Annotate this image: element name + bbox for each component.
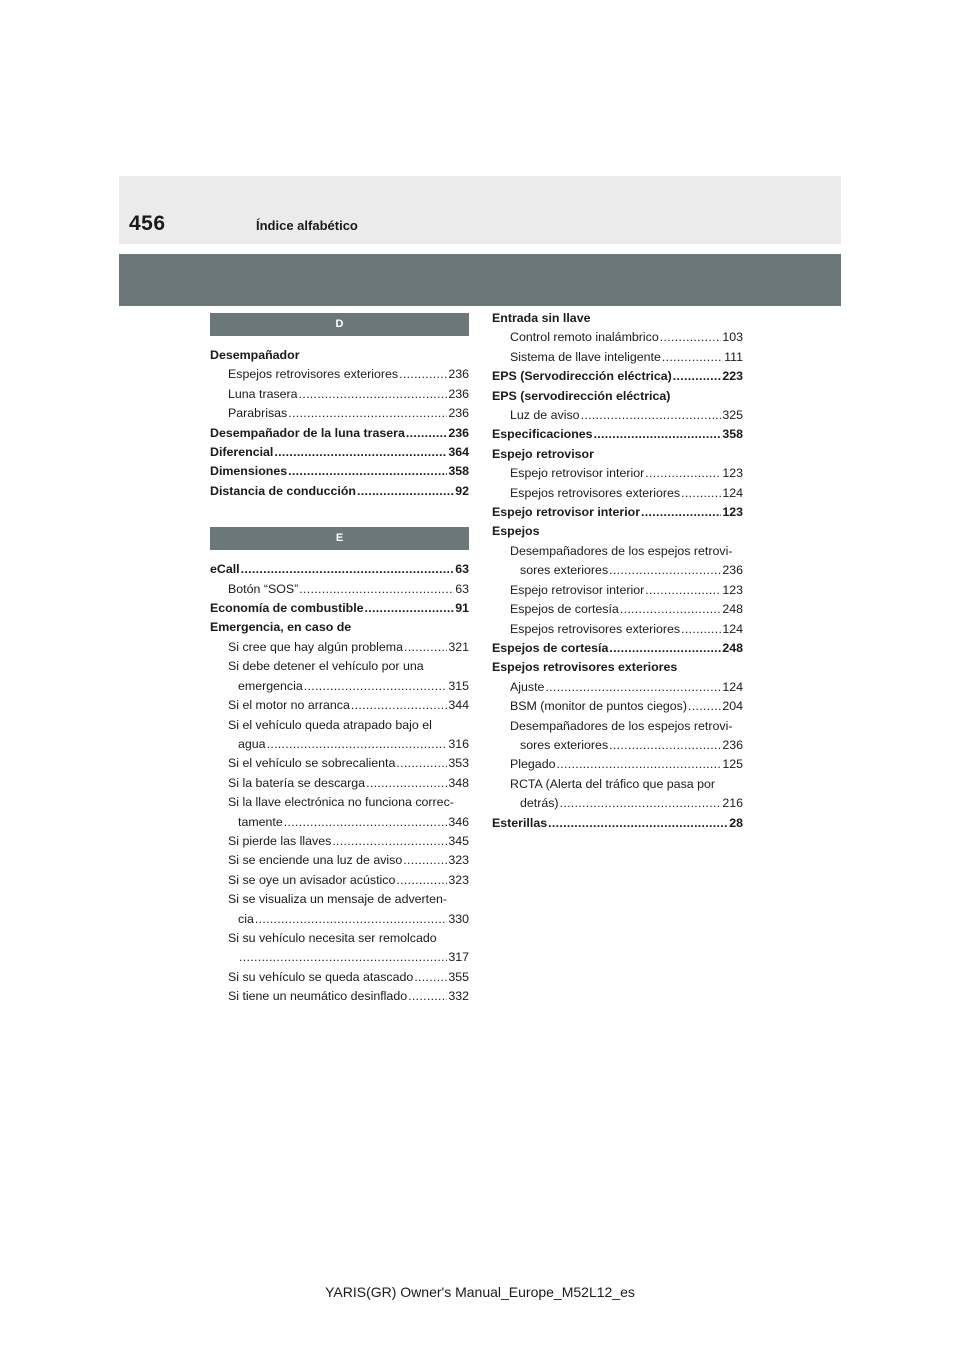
leader-dots — [560, 794, 722, 813]
index-entry-text: tamente — [238, 814, 283, 829]
index-entry-text: Si el vehículo queda atrapado bajo el — [228, 717, 432, 732]
index-entry-page: 63 — [455, 562, 469, 577]
index-entry-text: Si su vehículo necesita ser remolcado — [228, 930, 437, 945]
index-entry-page: 103 — [722, 330, 743, 345]
index-entry-page: 91 — [455, 601, 469, 616]
index-entry-page: 332 — [448, 989, 469, 1004]
index-entry-text: Esterillas — [492, 815, 548, 830]
leader-dots — [660, 328, 722, 347]
index-entry-text: Especificaciones — [492, 427, 593, 442]
index-entry — [492, 814, 743, 833]
index-entry-text: Diferencial — [210, 445, 274, 460]
index-entry — [210, 657, 469, 676]
index-entry — [210, 424, 469, 443]
index-entry — [210, 443, 469, 462]
index-entry — [210, 677, 469, 696]
leader-dots — [645, 581, 721, 600]
index-entry-text: Si pierde las llaves — [228, 833, 332, 848]
leader-dots — [609, 561, 721, 580]
index-entry-text: Espejo retrovisor interior — [510, 582, 645, 597]
leader-dots — [396, 871, 447, 890]
index-entry-text: Espejo retrovisor — [492, 446, 594, 461]
index-entry-text: Ajuste — [510, 679, 545, 694]
index-entry — [210, 580, 469, 599]
leader-dots — [673, 367, 722, 386]
index-entry — [210, 871, 469, 890]
leader-dots — [408, 987, 447, 1006]
index-entry — [210, 696, 469, 715]
index-entry — [492, 445, 743, 464]
index-entry-text: Emergencia, en caso de — [210, 620, 352, 635]
heading-gap — [210, 550, 469, 560]
index-entry-text: Si el motor no arranca — [228, 698, 350, 713]
index-entry — [210, 560, 469, 579]
index-entry-page: 236 — [448, 406, 469, 421]
index-column-left — [210, 313, 469, 1007]
index-entry-page: 345 — [448, 833, 469, 848]
index-entry-text: Si se visualiza un mensaje de adverten- — [228, 892, 448, 907]
index-entry — [210, 813, 469, 832]
leader-dots — [396, 754, 447, 773]
index-entry — [492, 309, 743, 328]
index-entry — [492, 639, 743, 658]
index-entry-page: 236 — [722, 737, 743, 752]
leader-dots — [241, 560, 455, 579]
index-entry-text: Luna trasera — [228, 386, 298, 401]
index-entry — [210, 599, 469, 618]
index-entry — [210, 716, 469, 735]
leader-dots — [688, 697, 721, 716]
index-entry-page: 346 — [448, 814, 469, 829]
index-entry — [210, 462, 469, 481]
index-entry-page: 325 — [722, 408, 743, 423]
index-entry-text: RCTA (Alerta del tráfico que pasa por — [510, 776, 716, 791]
leader-dots — [662, 348, 723, 367]
index-entry — [492, 717, 743, 736]
index-entry — [210, 987, 469, 1006]
index-entry-text: Espejos de cortesía — [510, 602, 619, 617]
index-entry — [210, 385, 469, 404]
index-entry-page: 63 — [455, 581, 469, 596]
index-entry-text: Si el vehículo se sobrecalienta — [228, 756, 396, 771]
index-column-right — [492, 309, 743, 833]
index-entry-page: 204 — [722, 699, 743, 714]
index-entry-text: Desempañadores de los espejos retrovi- — [510, 543, 733, 558]
index-entry — [210, 638, 469, 657]
index-entry — [492, 522, 743, 541]
index-entry-text: Parabrisas — [228, 406, 288, 421]
index-entry — [210, 910, 469, 929]
index-entry-text: agua — [238, 736, 266, 751]
page-number: 456 — [129, 212, 166, 235]
index-entry — [492, 328, 743, 347]
leader-dots — [274, 443, 447, 462]
index-entry-text: Espejos de cortesía — [492, 640, 609, 655]
index-entry-page: 236 — [448, 367, 469, 382]
leader-dots — [284, 813, 448, 832]
index-entry-page: 317 — [448, 950, 469, 965]
index-entry-text: detrás) — [520, 796, 559, 811]
index-entry-page: 236 — [448, 386, 469, 401]
leader-dots — [399, 365, 447, 384]
leader-dots — [548, 814, 728, 833]
index-entry-text: Espejos retrovisores exteriores — [492, 660, 678, 675]
index-entry-text: Control remoto inalámbrico — [510, 330, 659, 345]
index-entry-text: Si su vehículo se queda atascado — [228, 969, 414, 984]
leader-dots — [288, 404, 447, 423]
index-entry-page: 124 — [722, 679, 743, 694]
index-entry-text: Si cree que hay algún problema — [228, 639, 403, 654]
index-entry — [210, 346, 469, 365]
leader-dots — [255, 910, 447, 929]
index-entry-text: Luz de aviso — [510, 408, 580, 423]
index-entry-text: Si debe detener el vehículo por una — [228, 659, 424, 674]
index-entry-text: Botón “SOS” — [228, 581, 299, 596]
index-entry — [492, 678, 743, 697]
index-entry — [492, 464, 743, 483]
index-entry — [210, 890, 469, 909]
index-entry — [210, 968, 469, 987]
index-entry-page: 92 — [455, 483, 469, 498]
index-entry-text: Si tiene un neumático desinflado — [228, 989, 408, 1004]
index-entry-text: Sistema de llave inteligente — [510, 349, 661, 364]
leader-dots — [545, 678, 721, 697]
index-entry-page: 364 — [448, 445, 469, 460]
leader-dots — [681, 484, 721, 503]
leader-dots — [681, 620, 721, 639]
index-entry-text: Economía de combustible — [210, 601, 364, 616]
index-entry — [492, 794, 743, 813]
index-entry-page: 125 — [722, 757, 743, 772]
index-entry-page: 315 — [448, 678, 469, 693]
index-entry — [210, 754, 469, 773]
index-entry — [492, 600, 743, 619]
leader-dots — [365, 599, 455, 618]
index-entry-page: 358 — [448, 464, 469, 479]
index-entry-page: 216 — [722, 796, 743, 811]
index-entry — [210, 365, 469, 384]
leader-dots — [641, 503, 721, 522]
letter-heading: D — [210, 313, 469, 336]
header-band — [119, 254, 841, 306]
index-entry-text: Entrada sin llave — [492, 311, 591, 325]
index-entry-text: sores exteriores — [520, 737, 609, 752]
page-header — [119, 176, 841, 244]
index-entry-text: EPS (Servodirección eléctrica) — [492, 369, 672, 384]
index-entry-text: Espejo retrovisor interior — [492, 505, 641, 520]
index-entry-page: 353 — [448, 756, 469, 771]
leader-dots — [414, 968, 447, 987]
index-entry — [210, 482, 469, 501]
index-entry-text: EPS (servodirección eléctrica) — [492, 388, 671, 403]
index-entry-text: Espejos retrovisores exteriores — [228, 367, 399, 382]
index-entry-page: 223 — [722, 369, 743, 384]
index-entry-text: Desempañador de la luna trasera — [210, 425, 405, 440]
index-entry-page: 358 — [722, 427, 743, 442]
index-entry-text: Plegado — [510, 757, 556, 772]
index-entry — [492, 387, 743, 406]
index-entry — [210, 774, 469, 793]
leader-dots — [556, 755, 721, 774]
leader-dots — [406, 424, 447, 443]
leader-dots — [299, 385, 448, 404]
index-entry — [492, 425, 743, 444]
index-entry-text: Desempañador — [210, 348, 300, 362]
index-entry — [492, 697, 743, 716]
index-entry-page: 123 — [722, 505, 743, 520]
index-entry — [492, 775, 743, 794]
index-entry-text: Si se oye un avisador acústico — [228, 872, 396, 887]
index-entry-page: 123 — [722, 466, 743, 481]
index-entry — [492, 620, 743, 639]
index-entry-text: cia — [238, 911, 254, 926]
index-entry-text: Espejos retrovisores exteriores — [510, 485, 681, 500]
index-entry — [492, 406, 743, 425]
index-entry-text: BSM (monitor de puntos ciegos) — [510, 699, 687, 714]
index-entry — [492, 561, 743, 580]
leader-dots — [267, 735, 448, 754]
index-entry — [210, 832, 469, 851]
index-entry-page: 124 — [722, 485, 743, 500]
index-entry — [210, 793, 469, 812]
index-entry-text: Si la llave electrónica no funciona correc- — [228, 795, 454, 810]
index-entry — [210, 929, 469, 948]
index-entry-page: 348 — [448, 775, 469, 790]
leader-dots — [357, 482, 454, 501]
index-entry — [492, 658, 743, 677]
index-entry-text: Dimensiones — [210, 464, 288, 479]
leader-dots — [366, 774, 447, 793]
index-entry-text: eCall — [210, 562, 240, 577]
index-entry-page: 355 — [448, 969, 469, 984]
manual-footer: YARIS(GR) Owner's Manual_Europe_M52L12_es — [325, 1284, 635, 1300]
index-entry-text: Espejo retrovisor interior — [510, 466, 645, 481]
index-entry-page: 236 — [448, 425, 469, 440]
index-entry — [210, 735, 469, 754]
leader-dots — [239, 948, 447, 967]
leader-dots — [594, 425, 722, 444]
index-entry-page: 323 — [448, 872, 469, 887]
letter-heading: E — [210, 527, 469, 550]
index-entry-text: Desempañadores de los espejos retrovi- — [510, 718, 733, 733]
leader-dots — [351, 696, 447, 715]
index-entry-page: 248 — [722, 602, 743, 617]
index-entry-text: Distancia de conducción — [210, 483, 356, 498]
section-gap — [210, 501, 469, 527]
heading-gap — [210, 336, 469, 346]
leader-dots — [403, 851, 447, 870]
leader-dots — [332, 832, 447, 851]
index-entry-text: Si se enciende una luz de aviso — [228, 853, 403, 868]
index-entry-page: 111 — [724, 349, 743, 364]
index-entry-text: emergencia — [238, 678, 303, 693]
index-entry-page: 124 — [722, 621, 743, 636]
leader-dots — [404, 638, 447, 657]
index-entry — [492, 503, 743, 522]
leader-dots — [299, 580, 454, 599]
leader-dots — [620, 600, 721, 619]
index-entry-text: Si la batería se descarga — [228, 775, 366, 790]
section-title: Índice alfabético — [256, 218, 358, 233]
index-entry — [492, 348, 743, 367]
index-entry — [492, 484, 743, 503]
index-entry-text: Espejos — [492, 524, 540, 539]
index-entry — [492, 736, 743, 755]
index-entry — [210, 404, 469, 423]
leader-dots — [304, 677, 448, 696]
index-entry-page: 316 — [448, 736, 469, 751]
index-entry-page: 28 — [729, 815, 743, 830]
leader-dots — [645, 464, 721, 483]
leader-dots — [609, 639, 721, 658]
index-entry — [210, 948, 469, 967]
index-entry — [210, 618, 469, 637]
index-entry-page: 330 — [448, 911, 469, 926]
leader-dots — [288, 462, 447, 481]
index-entry-text: Espejos retrovisores exteriores — [510, 621, 681, 636]
leader-dots — [581, 406, 722, 425]
leader-dots — [609, 736, 721, 755]
index-entry-page: 248 — [722, 640, 743, 655]
index-entry-page: 321 — [448, 639, 469, 654]
index-entry-text: sores exteriores — [520, 563, 609, 578]
index-entry-page: 123 — [722, 582, 743, 597]
index-entry-page: 323 — [448, 853, 469, 868]
index-entry — [492, 755, 743, 774]
index-entry-page: 344 — [448, 698, 469, 713]
index-entry-page: 236 — [722, 563, 743, 578]
index-entry — [492, 581, 743, 600]
index-entry — [492, 367, 743, 386]
index-entry — [210, 851, 469, 870]
index-entry — [492, 542, 743, 561]
